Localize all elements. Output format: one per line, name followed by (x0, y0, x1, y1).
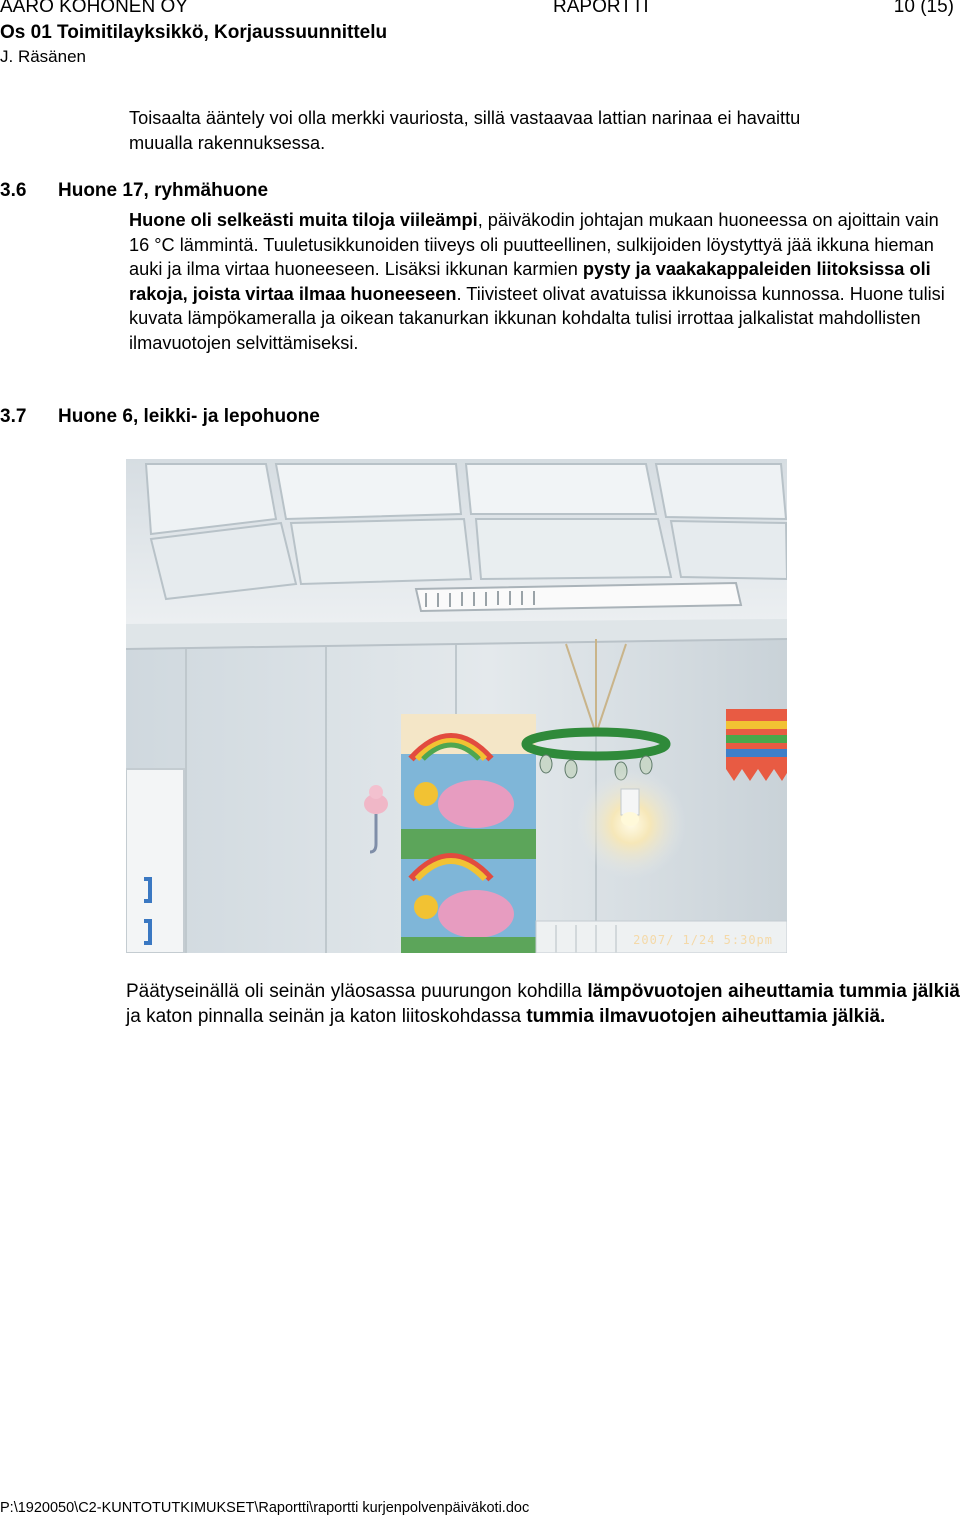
company-name: AARO KOHONEN OY (0, 0, 188, 17)
caption-text: ja katon pinnalla seinän ja katon liitoskohdassa (126, 1006, 527, 1027)
intro-line-1: Toisaalta ääntely voi olla merkki vauriosta, sillä vastaavaa lattian narinaa ei havaittu (129, 108, 801, 128)
photo-timestamp: 2007/ 1/24 5:30pm (633, 933, 773, 947)
author: J. Räsänen (0, 47, 86, 66)
finding-frame-gaps: pysty ja vaakakappaleiden liitoksissa oli rakoja, joista virtaa ilmaa huoneeseen (129, 259, 931, 304)
intro-paragraph (129, 106, 959, 155)
caption-text: Päätyseinällä oli seinän yläosassa puurungon kohdilla (126, 981, 588, 1002)
room-photo-drawing (126, 459, 787, 953)
caption-finding-air-leak: tummia ilmavuotojen aiheuttamia jälkiä. (526, 1006, 886, 1027)
section-3-7-number: 3.7 (0, 406, 27, 427)
section-3-6-title: Huone 17, ryhmähuone (58, 180, 269, 201)
caption-finding-heat-leak: lämpövuotojen aiheuttamia tummia jälkiä (587, 981, 960, 1002)
file-path-footer: P:\1920050\C2-KUNTOTUTKIMUKSET\Raportti\raportti kurjenpolvenpäiväkoti.doc (0, 1500, 530, 1516)
section-3-7-title: Huone 6, leikki- ja lepohuone (58, 406, 320, 427)
intro-line-2: muualla rakennuksessa. (129, 132, 326, 153)
section-3-6-number: 3.6 (0, 180, 27, 201)
page-number: 10 (15) (893, 0, 954, 17)
paragraph-text: , päiväkodin johtajan mukaan huoneessa on ajoittain vain 16 °C lämmintä. Tuuletusikkunoiden tiiveys oli puutteellinen, sulkijoiden löystyttyä jää ikkuna hieman auki ja ilma virtaa huoneeseen. Lisäksi ikkunan karmien (129, 210, 939, 279)
paragraph-text: . Tiivisteet olivat avatuissa ikkunoissa kunnossa. Huone tulisi kuvata lämpökameralla ja oikean takanurkan ikkunan kohdalta tulisi irrottaa jalkalistat mahdollisten ilmavuotojen selvittämiseksi. (129, 283, 945, 353)
finding-cool-room: Huone oli selkeästi muita tiloja viileämpi (129, 210, 478, 230)
photo-caption (126, 979, 960, 1029)
document-type: RAPORTTI (553, 0, 649, 17)
room-photo (126, 459, 787, 953)
department: Os 01 Toimitilayksikkö, Korjaussuunnittelu (0, 22, 388, 43)
section-3-6-paragraph (129, 208, 959, 355)
